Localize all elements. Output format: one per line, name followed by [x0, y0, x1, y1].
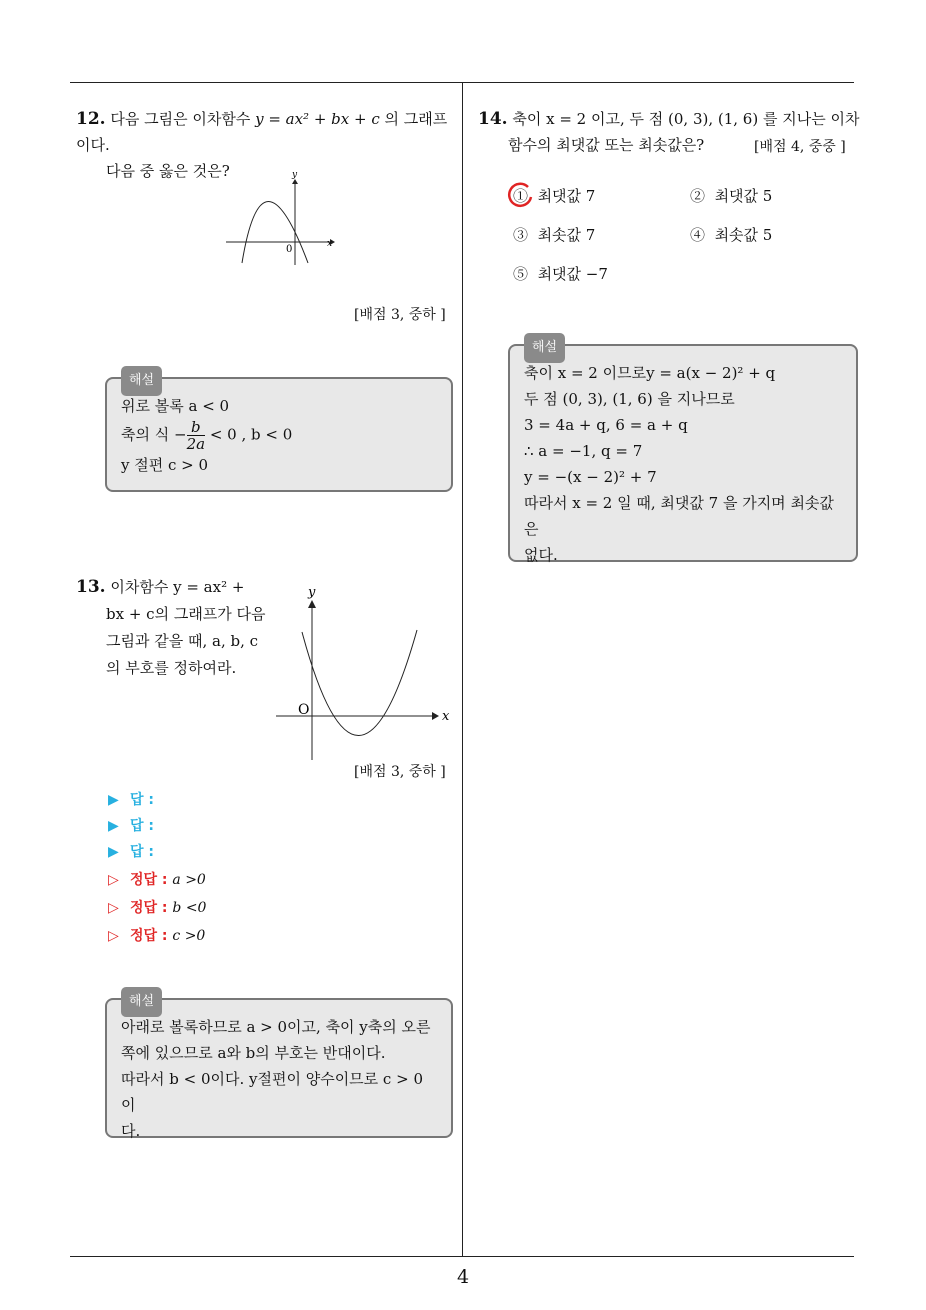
- solution-line: 위로 볼록 a < 0: [121, 397, 230, 415]
- solution-line: y 절편 c > 0: [121, 456, 209, 474]
- fraction-numerator: b: [187, 419, 206, 436]
- solution-line: 축이 x = 2 이므로y = a(x − 2)² + q: [524, 364, 776, 382]
- question-formula: y = ax² + bx + c: [255, 110, 380, 128]
- correct-answer: [108, 925, 205, 945]
- triangle-outline-icon: ▷: [108, 928, 119, 944]
- solution-line: [121, 419, 437, 452]
- choice-mark: ④: [690, 226, 706, 244]
- answer-label: 답 :: [130, 792, 154, 808]
- choice-text: 최솟값 5: [714, 226, 773, 244]
- graph-x-label: x: [327, 239, 333, 249]
- correct-answer: [108, 897, 206, 917]
- solution-line: 다.: [121, 1122, 141, 1140]
- graph-y-label: y: [292, 170, 298, 180]
- correct-answer: [108, 869, 206, 889]
- triangle-icon: ▶: [108, 818, 119, 834]
- choice-5[interactable]: [513, 263, 608, 284]
- answer-blank: [108, 841, 154, 861]
- question-text-line2: bx + c의 그래프가 다음: [106, 605, 266, 623]
- solution-text: < 0 , b < 0: [205, 425, 293, 444]
- bottom-rule: [70, 1256, 854, 1257]
- q12-score-meta: [배점 3, 중하 ]: [354, 307, 446, 323]
- triangle-outline-icon: ▷: [108, 872, 119, 888]
- answer-value: b <0: [172, 900, 207, 916]
- question-text-line2: 함수의 최댓값 또는 최솟값은?: [508, 136, 705, 154]
- solution-tag: 해설: [121, 366, 162, 396]
- answer-label: 정답 :: [130, 872, 168, 888]
- q12-graph: [222, 170, 337, 268]
- graph-origin-label: 0: [286, 244, 293, 255]
- solution-line: 두 점 (0, 3), (1, 6) 을 지나므로: [524, 390, 735, 408]
- column-divider: [462, 82, 463, 1256]
- triangle-icon: ▶: [108, 792, 119, 808]
- q13-score-meta: [배점 3, 중하 ]: [354, 764, 446, 780]
- choice-2[interactable]: [690, 185, 772, 206]
- answer-value: c >0: [172, 928, 206, 944]
- answer-value: a >0: [172, 872, 206, 888]
- triangle-outline-icon: ▷: [108, 900, 119, 916]
- question-text-line4: 의 부호를 정하여라.: [106, 659, 237, 677]
- choice-text: 최솟값 7: [537, 226, 596, 244]
- choice-mark: ①: [513, 187, 529, 205]
- question-number: 14.: [478, 109, 508, 129]
- q13-solution-box: [105, 994, 453, 1140]
- solution-line: 쪽에 있으므로 a와 b의 부호는 반대이다.: [121, 1044, 386, 1062]
- solution-line: 3 = 4a + q, 6 = a + q: [524, 416, 688, 434]
- question-13: [76, 574, 276, 682]
- fraction-denominator: 2a: [186, 435, 206, 453]
- q13-graph: [272, 582, 457, 762]
- solution-line: 아래로 볼록하므로 a > 0이고, 축이 y축의 오른: [121, 1018, 431, 1036]
- q12-solution-box: [105, 373, 453, 492]
- solution-line: 없다.: [524, 546, 558, 564]
- choice-3[interactable]: [513, 224, 595, 245]
- question-text-line2: 다음 중 옳은 것은?: [106, 162, 230, 180]
- q14-score-meta: [배점 4, 중중 ]: [754, 139, 846, 155]
- answer-blank: [108, 815, 154, 835]
- choice-text: 최댓값 7: [537, 187, 596, 205]
- answer-label: 답 :: [130, 818, 154, 834]
- question-text-line1: 이차함수 y = ax² +: [110, 578, 245, 596]
- solution-text: 축의 식 −: [121, 425, 187, 444]
- page-number: 4: [456, 1266, 470, 1288]
- question-number: 13.: [76, 577, 106, 597]
- choice-1[interactable]: [513, 185, 595, 206]
- graph-origin-label: O: [298, 702, 310, 718]
- answer-label: 정답 :: [130, 928, 168, 944]
- solution-line: 따라서 b < 0이다. y절편이 양수이므로 c > 0이: [121, 1070, 423, 1114]
- triangle-icon: ▶: [108, 844, 119, 860]
- question-text-tail: 의 그래프이다.: [76, 110, 448, 154]
- q14-solution-box: [508, 340, 858, 564]
- choice-4[interactable]: [690, 224, 772, 245]
- question-text: 다음 그림은 이차함수: [110, 110, 256, 128]
- choice-mark: ②: [690, 187, 706, 205]
- choice-mark: ⑤: [513, 265, 529, 283]
- answer-blank: [108, 789, 154, 809]
- solution-tag: 해설: [524, 333, 565, 363]
- solution-line: y = −(x − 2)² + 7: [524, 468, 657, 486]
- graph-x-label: x: [442, 709, 450, 724]
- choice-mark: ③: [513, 226, 529, 244]
- graph-y-label: y: [308, 585, 316, 600]
- solution-line: ∴ a = −1, q = 7: [524, 442, 643, 460]
- solution-tag: 해설: [121, 987, 162, 1017]
- answer-label: 정답 :: [130, 900, 168, 916]
- solution-line: 따라서 x = 2 일 때, 최댓값 7 을 가지며 최솟값은: [524, 494, 834, 538]
- question-number: 12.: [76, 109, 106, 129]
- choice-text: 최댓값 5: [714, 187, 773, 205]
- fraction: [187, 419, 206, 452]
- question-text-line1: 축이 x = 2 이고, 두 점 (0, 3), (1, 6) 를 지나는 이차: [512, 110, 860, 128]
- answer-label: 답 :: [130, 844, 154, 860]
- question-text-line3: 그림과 같을 때, a, b, c: [106, 632, 259, 650]
- choice-text: 최댓값 −7: [537, 265, 608, 283]
